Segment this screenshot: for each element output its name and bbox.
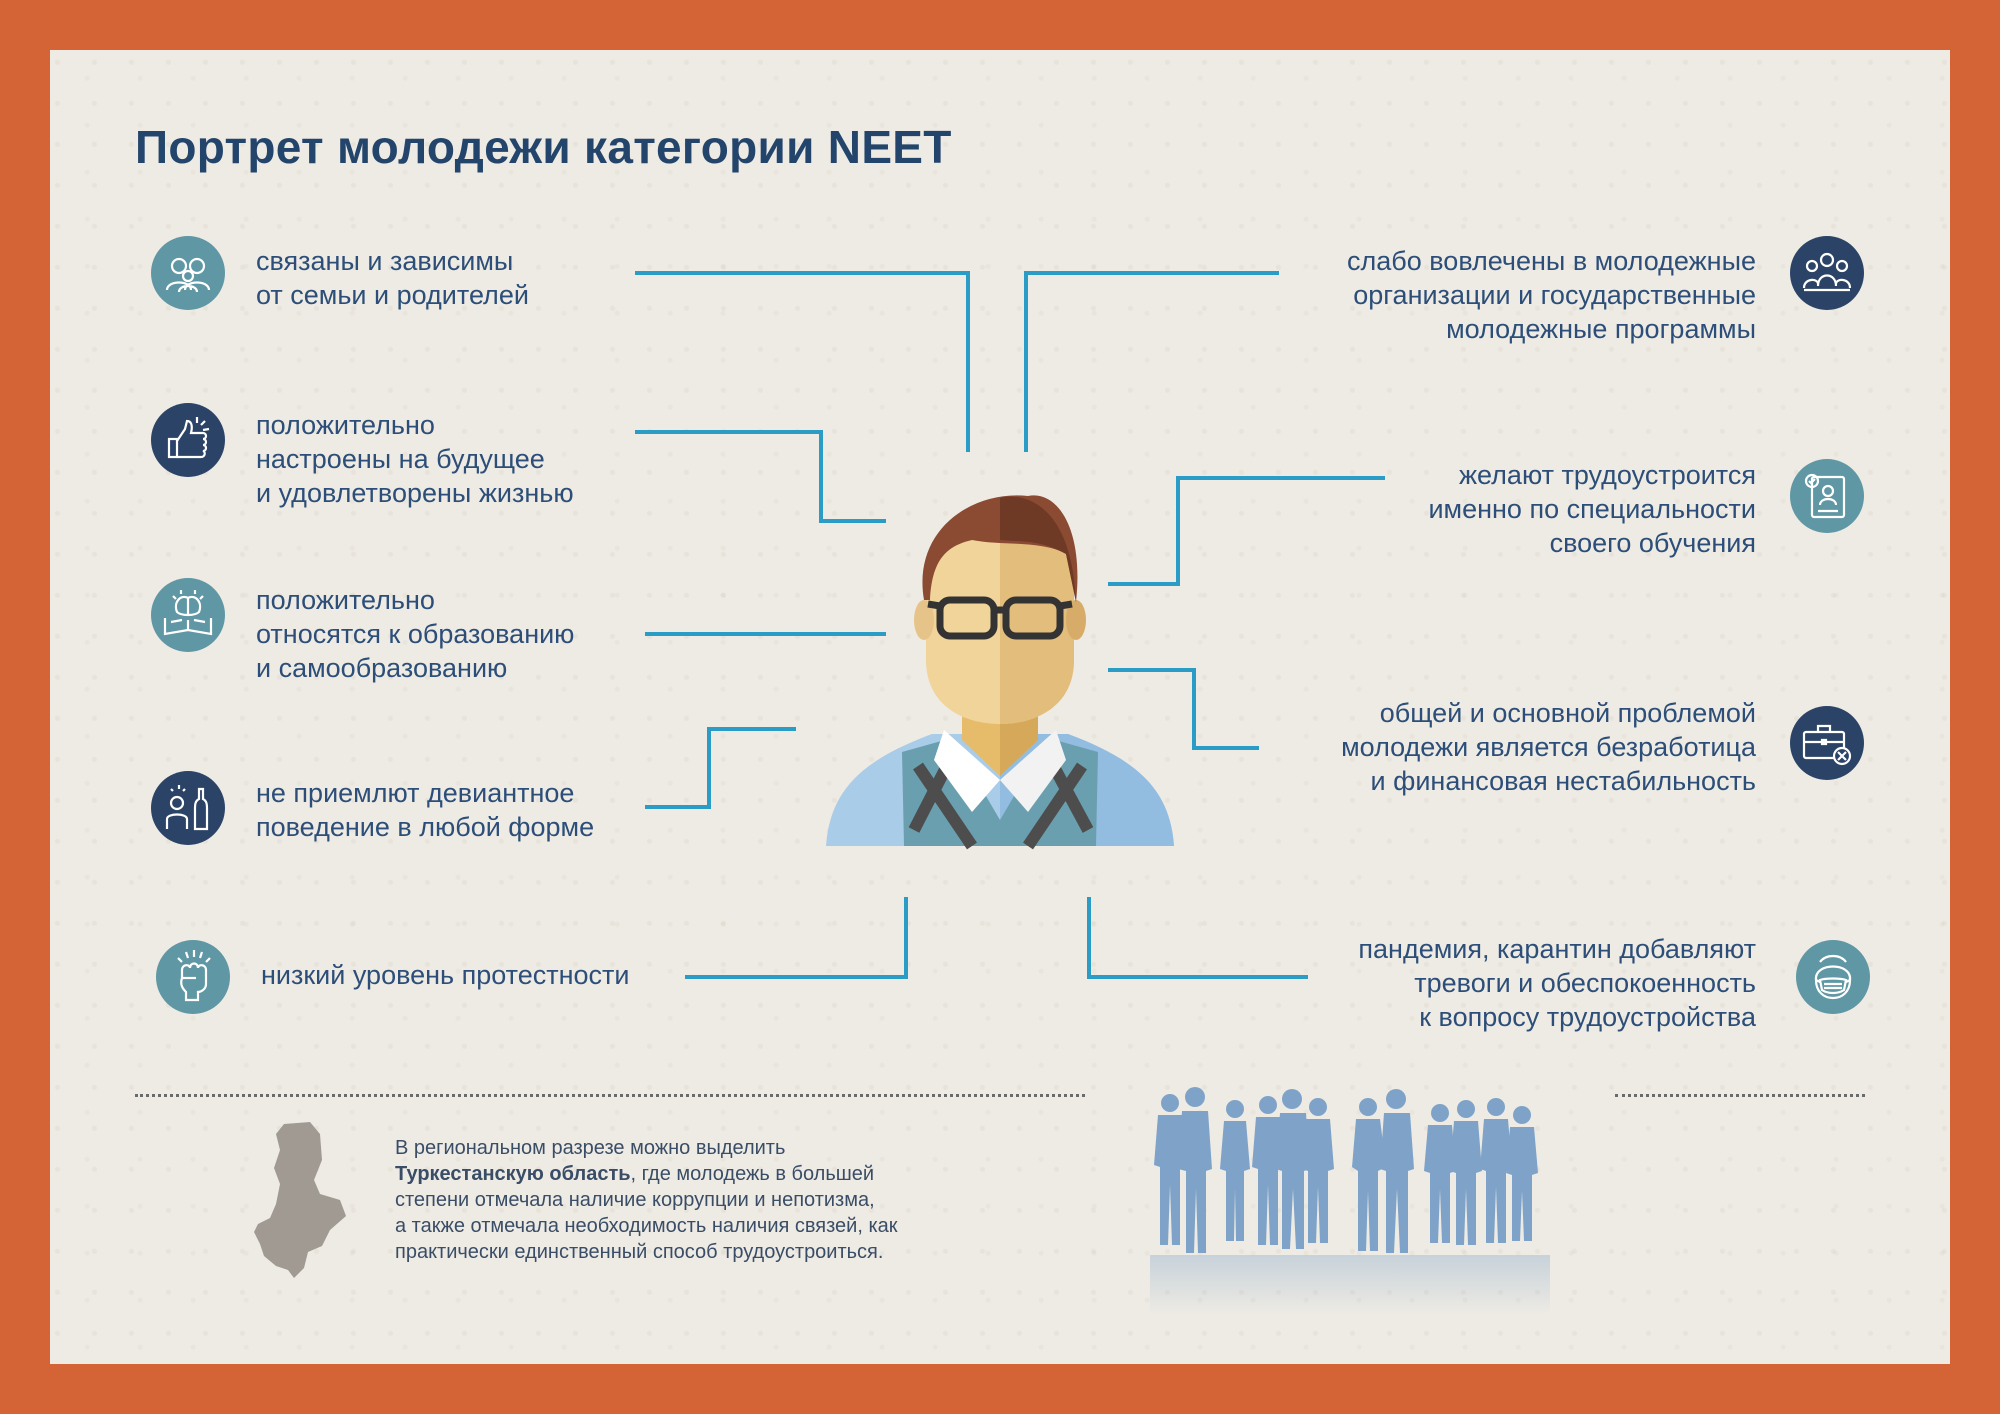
group-icon — [1790, 236, 1864, 310]
right-item-1-text: слабо вовлечены в молодежные организации и государственные молодежные программы — [1347, 246, 1756, 344]
left-item-3-text: положительно относятся к образованию и самообразованию — [256, 585, 575, 683]
page-title: Портрет молодежи категории NEET — [135, 121, 952, 173]
left-item-5-text: низкий уровень протестности — [261, 960, 630, 990]
thumbs-up-icon — [151, 403, 225, 477]
resume-icon — [1790, 459, 1864, 533]
briefcase-cancel-icon — [1790, 706, 1864, 780]
connector-left-4 — [645, 729, 796, 807]
connector-right-4 — [1089, 897, 1308, 977]
crowd-silhouettes — [1140, 1085, 1600, 1315]
left-item-4-text: не приемлют девиантное поведение в любой форме — [256, 778, 595, 842]
separator-left — [135, 1094, 1085, 1097]
left-item-1-text: связаны и зависимы от семьи и родителей — [256, 246, 529, 310]
left-item-2-text: положительно настроены на будущее и удовлетворены жизнью — [256, 410, 574, 508]
right-item-2-text: желают трудоустроится именно по специальности своего обучения — [1428, 460, 1756, 558]
person-bottle-icon — [151, 771, 225, 845]
region-name: Туркестанскую область — [395, 1163, 631, 1185]
turkestan-region-map — [250, 1120, 350, 1280]
connector-right-1 — [1026, 273, 1279, 452]
person-illustration — [822, 490, 1178, 850]
right-item-3-text: общей и основной проблемой молодежи является безработица и финансовая нестабильность — [1341, 698, 1756, 796]
connector-left-5 — [685, 897, 906, 977]
separator-right — [1615, 1094, 1865, 1097]
connector-left-1 — [635, 273, 968, 452]
brain-book-icon — [151, 578, 225, 652]
right-item-4-text: пандемия, карантин добавляют тревоги и обеспокоенность к вопросу трудоустройства — [1358, 934, 1756, 1032]
regional-note: В региональном разрезе можно выделить Туркестанскую область, где молодежь в большей степени отмечала наличие коррупции и непотизма, а также отмечала необходимость наличия связей, как практически единственный способ трудоустроиться. — [395, 1137, 898, 1263]
raised-fist-icon — [156, 940, 230, 1014]
face-mask-icon — [1796, 940, 1870, 1014]
family-icon — [151, 236, 225, 310]
